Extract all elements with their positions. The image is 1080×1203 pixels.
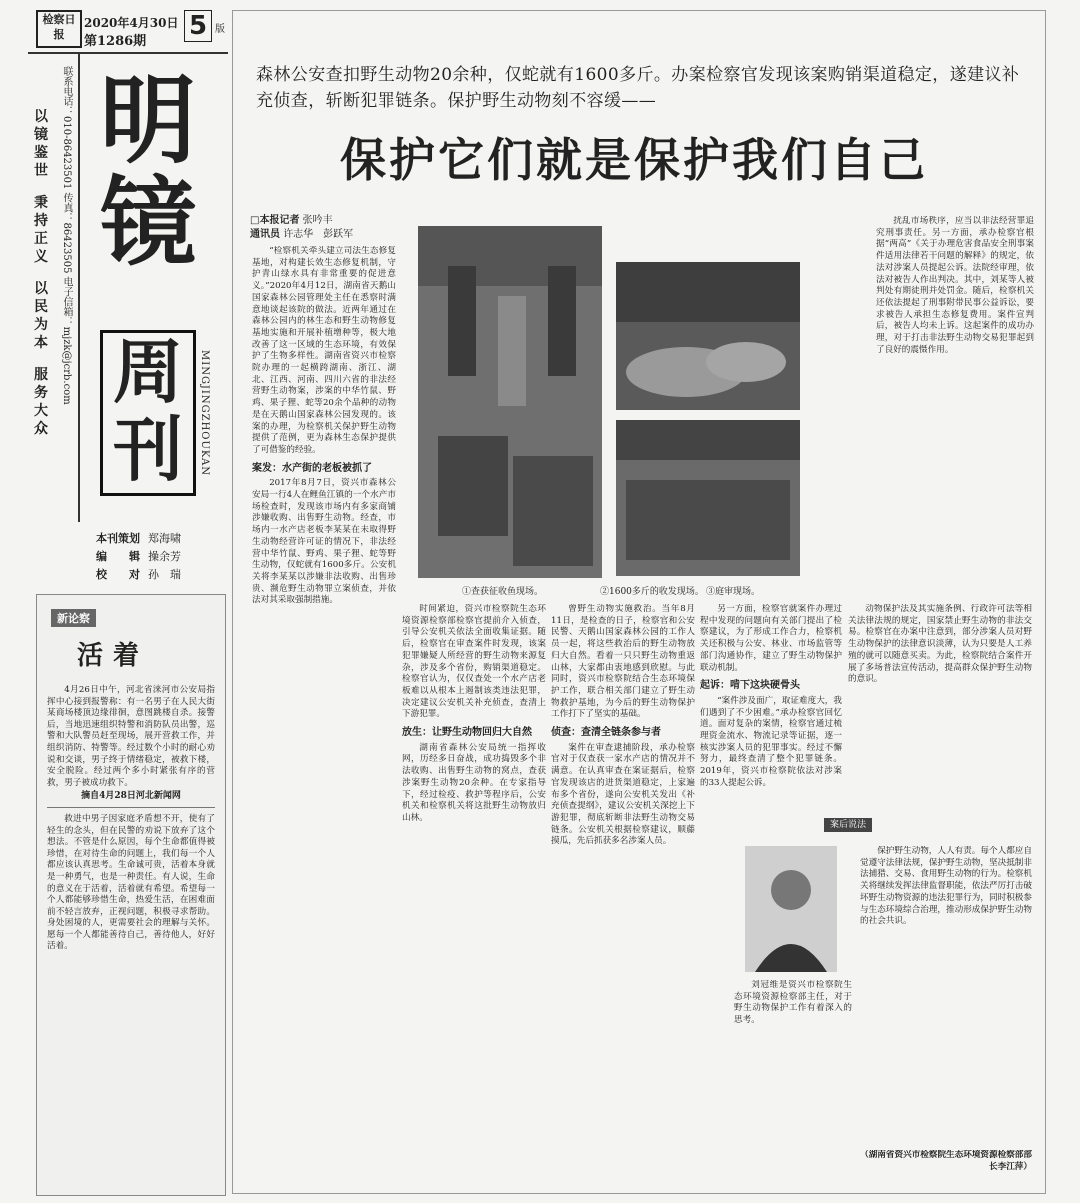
- contact-info: 联系电话：010-86423501 传真：86423505 电子信箱：mjzk@jcrb.com: [61, 66, 72, 405]
- paragraph: 动物保护法及其实施条例、行政许可法等相关法律法规的规定，国家禁止野生动物的非法交易。检察官在办案中注意到，部分涉案人员对野生动物保护的法律意识淡薄，认为只要是人工养殖的就可以随意买卖。为此，检察院结合案件开展了多场普法宣传活动，提高群众保护野生动物的意识。: [848, 604, 1032, 685]
- photo-court-image: [616, 420, 800, 576]
- article-column-6: [876, 216, 1034, 600]
- sidebar-essay: [36, 594, 226, 1196]
- photo-caption-1: ①查获征收鱼现场。: [462, 587, 544, 597]
- commentary-body: [860, 846, 1032, 1142]
- paragraph: 案件在审查逮捕阶段，承办检察官对于仅查获一家水产店的情况并不满意。在认真审查在案证据后，检察官发现该店的进货渠道稳定，上家遍布多个省份，遂向公安机关发出《补充侦查提纲》，建议公安机关深挖上下游犯罪，彻底斩断非法野生动物交易链条。公安机关根据检察建议，顺藤摸瓜，先后抓获多名涉案人员。: [551, 742, 695, 847]
- sidebar-source: 摘自4月28日河北新闻网: [81, 791, 181, 802]
- motto-3: 以民为本: [34, 281, 48, 351]
- article-column-5: [848, 604, 1032, 812]
- section-heading: 侦查：查清全链条参与者: [551, 727, 661, 739]
- brand-title: 明镜: [100, 64, 196, 279]
- paragraph: 时间紧迫，资兴市检察院生态环境资源检察部检察官提前介入侦查，引导公安机关依法全面收集证据。随后，检察官在审查案件时发现，该案犯罪嫌疑人所经营的野生动物来源复杂，涉及多个省份，购销渠道稳定。检察官认为，仅仅查处一个水产店老板难以从根本上遏制该类违法犯罪，决定建议公安机关补充侦查，查清上下游犯罪。: [402, 604, 546, 720]
- byline-label: □本报记者: [250, 215, 300, 226]
- masthead-rule: [28, 52, 228, 54]
- portrait-image: [745, 846, 837, 972]
- byline-names: 张吟丰: [302, 215, 333, 226]
- photo-caption-3: ③庭审现场。: [706, 587, 761, 597]
- sidebar-body: [47, 685, 215, 953]
- page-suffix: 版: [215, 24, 225, 35]
- section-heading: 起诉：啃下这块硬骨头: [700, 680, 800, 692]
- paragraph: 保护野生动物，人人有责。每个人都应自觉遵守法律法规，保护野生动物，坚决抵制非法捕猎、交易、食用野生动物的行为。检察机关将继续发挥法律监督职能，依法严厉打击破坏野生动物资源的违法犯罪行为，同时积极参与生态环境综合治理，推动形成保护野生动物的社会共识。: [860, 846, 1032, 927]
- article-subtitle: 森林公安查扣野生动物20余种，仅蛇就有1600多斤。办案检察官发现该案购销渠道稳定，遂建议补充侦查，斩断犯罪链条。保护野生动物刻不容缓——: [256, 65, 1020, 111]
- paragraph: 另一方面，检察官就案件办理过程中发现的问题向有关部门提出了检察建议，为了形成工作合力，检察机关还积极与公安、林业、市场监管等部门沟通协作，建立了野生动物保护联动机制。: [700, 604, 842, 673]
- sidebar-essay-text: 救进中男子因家庭矛盾想不开，使有了轻生的念头，但在民警的劝说下放弃了这个想法。不管是什么原因，每个生命都值得被珍惜，在对待生命的问题上，我们每一个人都应该认真思考。生命诚可贵，活着本身就是一种勇气，也是一种责任。有人说，生命的意义在于活着，活着就有希望。希望每一个人都能够珍惜生命，热爱生活，在困难面前不轻言放弃，正视问题，积极寻求帮助。身处困境的人，更需要社会的理解与关怀。愿每一个人都能善待自己，善待他人，好好活着。: [47, 813, 215, 952]
- sidebar-label: 新论察: [51, 609, 96, 627]
- photo-seized-fish: [418, 226, 602, 578]
- paragraph: 2017年8月7日，资兴市森林公安局一行4人在鲤鱼江镇的一个水产市场检查时，发现该市场内有多家商铺涉嫌收购、出售野生动物。经查，市场内一水产店老板李某某在未取得野生动物经营许可证的情况下，非法经营中华竹鼠、野鸡、果子狸、蛇等野生动物，仅蛇就有1600多斤。公安机关将李某某以涉嫌非法收购、出售珍贵、濒危野生动物罪立案侦查，并依法对其采取强制措施。: [252, 478, 396, 606]
- commentary-source: [860, 1150, 1032, 1186]
- byline-label: 通讯员: [250, 229, 280, 240]
- prosecutor-portrait: [745, 846, 837, 972]
- staff-row: 校 对 孙 瑞: [96, 568, 181, 581]
- newspaper-logo: 检察日报: [36, 10, 82, 48]
- commentary-caption: [734, 980, 852, 1186]
- photo-seized-fish-image: [418, 226, 602, 578]
- section-heading: 案发：水产街的老板被抓了: [252, 462, 372, 474]
- paragraph: 湖南省森林公安局统一指挥收网，历经多日奋战，成功捣毁多个非法收购、出售野生动物的窝点，查获涉案野生动物20余种。在专家指导下，经过检疫、救护等程序后，公安机关和检察机关将这批野生动物放归山林。: [402, 742, 546, 823]
- photo-snakes: [616, 262, 800, 410]
- section-heading: 放生：让野生动物回归大自然: [402, 727, 532, 739]
- photo-snakes-image: [616, 262, 800, 410]
- staff-row: 编 辑 操余芳: [96, 550, 181, 563]
- staff-row: 本刊策划 郑海啸: [96, 532, 181, 545]
- article-column-1: [252, 246, 396, 1186]
- paragraph: “案件涉及面广，取证难度大，我们遇到了不少困难。”承办检察官回忆道。面对复杂的案情，检察官通过梳理资金流水、物流记录等证据，逐一核实涉案人员的犯罪事实。经过不懈努力，最终查清了整个犯罪链条。2019年，资兴市检察院依法对涉案的33人提起公诉。: [700, 695, 842, 788]
- motto-list: [34, 108, 56, 452]
- paragraph: 扰乱市场秩序，应当以非法经营罪追究刑事责任。另一方面，承办检察官根据“两高”《关于办理危害食品安全刑事案件适用法律若干问题的解释》的规定，依法对涉案人员提起公诉。法院经审理，依法对被告人作出判决。其中，刘某等人被判处有期徒刑并处罚金。随后，检察机关还依法提起了刑事附带民事公益诉讼，要求被告人承担生态修复费用。案件宣判后，被告人均未上诉。这起案件的成功办理，对于打击非法野生动物交易犯罪起到了良好的震慑作用。: [876, 216, 1034, 355]
- paragraph: 刘冠维是资兴市检察院生态环境资源检察部主任，对于野生动物保护工作有着深入的思考。: [734, 980, 852, 1026]
- paragraph: “检察机关牵头建立司法生态修复基地，对构建长效生态修复机制，守护青山绿水具有非常重要的促进意义。”2020年4月12日，湖南省天鹅山国家森林公园管理处主任在悉察时满意地谈起该院的做法。近两年通过在森林公园内的林生态和野生动物修复基地实施和开展补植增种等，极大地改善了这一区域的生态环境，有效保护了生物多样性。湖南省资兴市检察院办理的一起横跨湖南、浙江、湖北、江西、河南、四川六省的非法经营野生动物案，涉案的中华竹鼠、野鸡、果子狸、蛇等20余个品种的动物是在天鹅山国家森林公园发现的。该案的办理，为检察机关保护野生动物提供了范例，更为森林生态保护提供了可借鉴的经验。: [252, 246, 396, 455]
- sidebar-divider: [47, 807, 215, 808]
- brand-pinyin: MINGJINGZHOUKAN: [199, 350, 210, 476]
- motto-2: 秉持正义: [34, 195, 48, 265]
- staff-list: [80, 530, 220, 584]
- issue-date: 2020年4月30日: [84, 16, 179, 30]
- paragraph: 曾野生动物实施救治。当年8月11日，是检查的日子，检察官和公安民警、天鹅山国家森林公园的工作人员一起，将这些救治后的野生动物放归大自然。看着一只只野生动物重返山林，大家都由衷地感到欣慰。与此同时，资兴市检察院结合生态环境保护工作，联合相关部门建立了野生动物救护基地，为今后的野生动物保护工作打下了坚实的基础。: [551, 604, 695, 720]
- motto-4: 服务大众: [34, 367, 48, 437]
- article-column-3: [551, 604, 695, 1186]
- masthead-divider: [78, 52, 80, 522]
- motto-1: 以镜鉴世: [34, 109, 48, 179]
- page-number: 5: [184, 10, 212, 42]
- article-column-2: [402, 604, 546, 1186]
- byline-names: 许志华 彭跃军: [283, 229, 354, 240]
- sidebar-news: 4月26日中午，河北省涞河市公安局指挥中心接到报警称：有一名男子在人民大街某商场楼顶边缘徘徊，意图跳楼自杀。接警后，当地迅速组织特警和消防队员出警，巡警和大队警员赶至现场，展开营救工作，并组织消防、特警等。经过数个小时的耐心劝说和交谈，男子终于情绪稳定，被救下楼，安全脱险。经过两个多小时紧张有序的营救，男子被成功救下。: [47, 685, 215, 788]
- issue-number: 第1286期: [84, 34, 147, 49]
- photo-court: [616, 420, 800, 576]
- brand-subtitle: 周刊: [113, 330, 183, 491]
- paragraph: （湖南省资兴市检察院生态环境资源检察部部长李江萍）: [860, 1150, 1032, 1172]
- sidebar-title: 活着: [77, 641, 150, 671]
- byline: [250, 214, 396, 242]
- photo-caption-2: ②1600多斤的收发现场。: [600, 587, 704, 597]
- brand-subtitle-box: [100, 330, 196, 496]
- article-title: 保护它们就是保护我们自己: [340, 133, 928, 187]
- commentary-label: 案后说法: [824, 818, 872, 832]
